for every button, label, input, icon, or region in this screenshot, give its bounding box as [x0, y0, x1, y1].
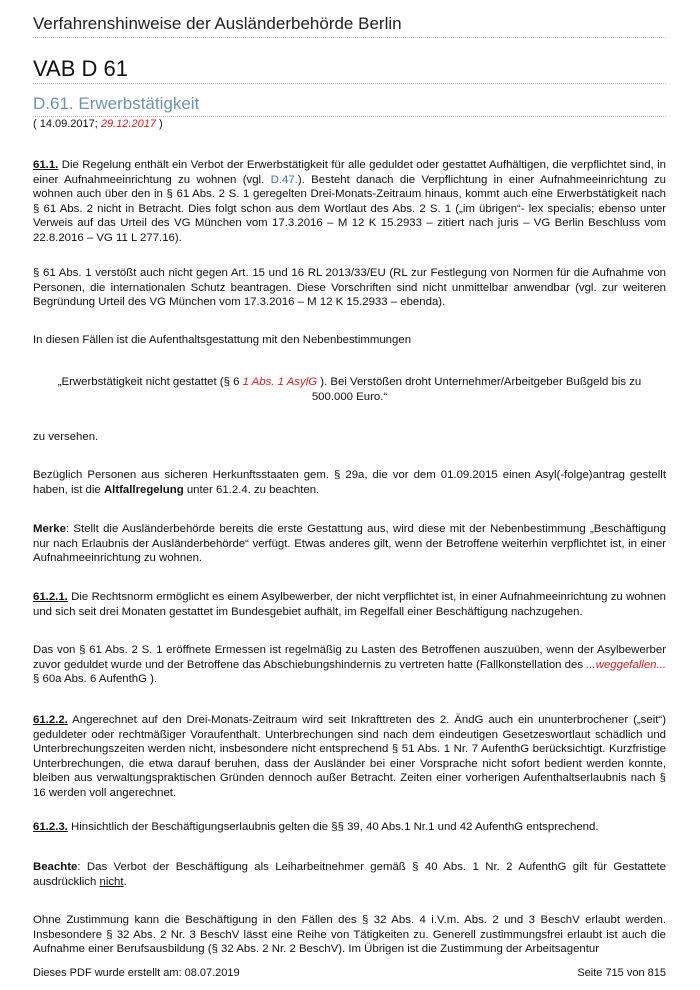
bold-term: Altfallregelung [103, 483, 184, 496]
paragraph-text: ). Besteht danach die Verpflichtung in einer Aufnahmeeinrichtung zu wohnen auch über den in § 61 Abs. 2 S. 1 geregelten Drei-Monats-Zeitraum hinaus, kommt auch eine Erwerbstätigkeit nach § 61 Abs. 2 nicht in Betracht. Dies folgt schon aus dem Wortlaut des Abs. 2 S. 1 („im übrigen“- lex specialis; ebenso unter Verweis auf das Urteil des VG München vom 17.3.2016 – M 12 K 15.2933 – zitiert nach juris – VG Berlin Beschluss vom 22.8.2016 – VG 11 L 277.16). [33, 173, 666, 244]
underlined-word: nicht [99, 875, 124, 888]
header-divider [33, 37, 666, 38]
paragraph-text: Hinsichtlich der Beschäftigungserlaubnis gelten die §§ 39, 40 Abs.1 Nr.1 und 42 AufenthG entsprechend. [67, 821, 599, 833]
date-amended: 29.12.2017 [100, 118, 156, 130]
section-title: D.61. Erwerbstätigkeit [33, 94, 200, 113]
quote-text: ). Bei Verstößen droht Unternehmer/Arbeitgeber Bußgeld bis zu 500.000 Euro.“ [311, 376, 642, 403]
paragraph-text: Die Regelung enthält ein Verbot der Erwerbstätigkeit für alle geduldet oder gestattet Aufhältigen, die verpflichtet sind, in einer Aufnahmeeinrichtung zu wohnen (vgl. [33, 159, 666, 186]
paragraph-number: 61.2.1. [33, 591, 68, 603]
paragraph-61-2-1 [33, 590, 666, 619]
section-divider [33, 116, 666, 117]
beachte-label: Beachte [33, 861, 78, 873]
paragraph-text: § 60a Abs. 6 AufenthG ). [33, 673, 158, 686]
paragraph-61-2-2 [33, 713, 666, 801]
paragraph-text: Das von § 61 Abs. 2 S. 1 eröffnete Ermessen ist regelmäßig zu Lasten des Betroffenen auszuüben, wenn der Asylbewerber zuvor geduldet wurde und der Betroffene das Abschiebungshindernis zu vertreten hatte (Fallkonstellation des [33, 644, 666, 671]
paragraph-number: 61.2.3. [33, 821, 68, 833]
merke-label: Merke [33, 523, 66, 535]
date-line [33, 118, 163, 130]
quote-text: „Erwerbstätigkeit nicht gestattet (§ 6 [57, 376, 243, 388]
paragraph-text: Die Rechtsnorm ermöglicht es einem Asylbewerber, der nicht verpflichtet ist, in einer Aufnahmeeinrichtung zu wohnen und sich seit drei Monaten gestattet im Bundesgebiet aufhält, im Regelfall einer Beschäftigung nachzugehen. [33, 591, 666, 618]
paragraph-herkunftsstaaten [33, 468, 666, 497]
paragraph-nebenbestimmungen: In diesen Fällen ist die Aufenthaltsgestattung mit den Nebenbestimmungen [33, 334, 412, 346]
date-suffix: ) [155, 118, 163, 130]
paragraph-text: Bezüglich Personen aus sicheren Herkunftsstaaten gem. § 29a, die vor dem 01.09.2015 einen Asyl(-folge)antrag gestellt haben, ist die [33, 469, 666, 496]
date-prefix: ( 14.09.2017; [33, 118, 101, 130]
paragraph-text: unter 61.2.4. zu beachten. [183, 483, 320, 496]
footer-page-number: Seite 715 von 815 [577, 967, 666, 979]
quote-reference: 1 Abs. 1 AsylG [242, 376, 318, 388]
id-divider [33, 83, 666, 84]
paragraph-text: : Das Verbot der Beschäftigung als Leiharbeitnehmer gemäß § 40 Abs. 1 Nr. 2 AufenthG gilt für Gestattete ausdrücklich [33, 861, 666, 888]
paragraph-zu-versehen: zu versehen. [33, 431, 99, 443]
paragraph-rl-2013: § 61 Abs. 1 verstößt auch nicht gegen Art. 15 und 16 RL 2013/33/EU (RL zur Festlegung von Normen für die Aufnahme von Personen, die internationalen Schutz beantragen. Diese Vorschriften sind nicht unmittelbar anwendbar (vgl. zur weiteren Begründung Urteil des VG München vom 17.3.2016 – M 12 K 15.2933 – ebenda). [33, 267, 666, 309]
paragraph-beachte [33, 860, 666, 889]
reference-link-d47[interactable]: D.47. [270, 173, 298, 186]
quote-block [51, 375, 648, 404]
paragraph-number: 61.1. [33, 159, 59, 171]
paragraph-ermessen [33, 643, 666, 687]
paragraph-text: Angerechnet auf den Drei-Monats-Zeitraum wird seit Inkrafttreten des 2. ÄndG auch ein ununterbrochener („seit“) geduldeter oder rechtmäßiger Voraufenthalt. Unterbrechungen sind nach dem eindeutigen Gesetzeswortlaut schädlich und Unterbrechungszeiten werden nicht, insbesondere nicht entsprechend § 51 Abs. 1 Nr. 7 AufenthG berücksichtigt. Kurzfristige Unterbrechungen, die etwa darauf beruhen, dass der Ausländer bei einer Vorsprache nicht sofort bedient werden konnte, bleiben aus verwaltungspraktischen Gründen dennoch außer Betracht. Zeiten einer vorherigen Aufenthaltserlaubnis nach § 16 werden voll angerechnet. [33, 714, 666, 799]
paragraph-number: 61.2.2. [33, 714, 68, 726]
paragraph-text: . [123, 875, 127, 888]
removed-marker: ...weggefallen... [586, 658, 667, 671]
paragraph-merke [33, 522, 666, 566]
paragraph-61-1 [33, 158, 666, 246]
footer-created-date: Dieses PDF wurde erstellt am: 08.07.2019 [33, 967, 240, 979]
paragraph-61-2-3 [33, 820, 666, 835]
document-id: VAB D 61 [33, 56, 128, 81]
paragraph-text: : Stellt die Ausländerbehörde bereits die erste Gestattung aus, wird diese mit der Nebenbestimmung „Beschäftigung nur nach Erlaubnis der Ausländerbehörde“ verfügt. Etwas anderes gilt, wenn der Betroffene weiterhin verpflichtet ist, in einer Aufnahmeeinrichtung zu wohnen. [33, 523, 666, 565]
paragraph-ohne-zustimmung: Ohne Zustimmung kann die Beschäftigung in den Fällen des § 32 Abs. 4 i.V.m. Abs. 2 und 3 BeschV erlaubt werden. Insbesondere § 32 Abs. 2 Nr. 3 BeschV lässt eine Reihe von Tätigkeiten zu. Generell zustimmungsfrei erlaubt ist auch die Aufnahme einer Berufsausbildung (§ 32 Abs. 2 Nr. 2 BeschV). Im Übrigen ist die Zustimmung der Arbeitsagentur [33, 914, 666, 956]
header-title: Verfahrenshinweise der Ausländerbehörde Berlin [33, 14, 402, 33]
